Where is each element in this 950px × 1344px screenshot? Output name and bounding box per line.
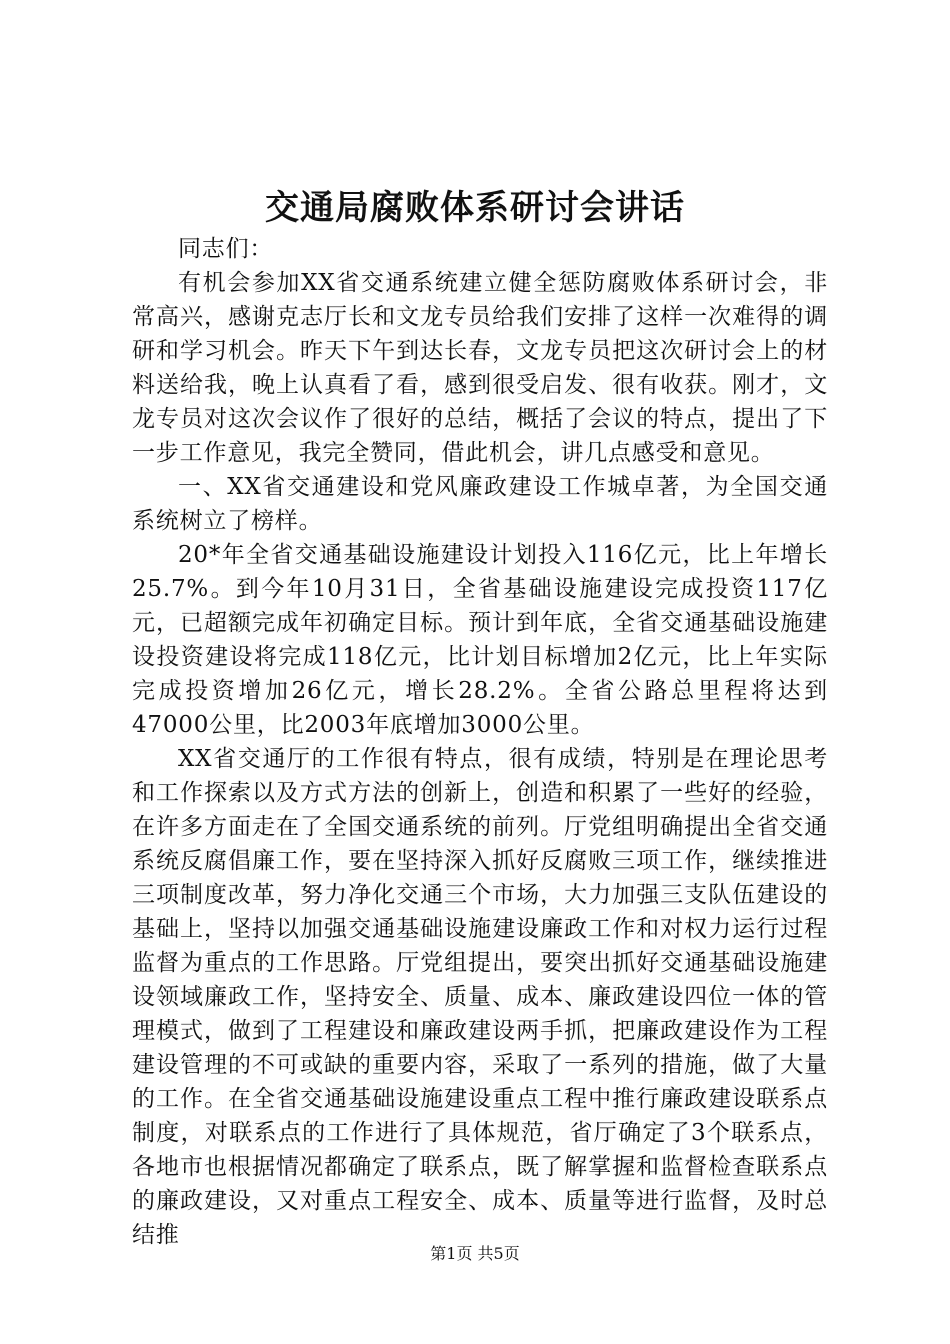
paragraph-achievements: XX省交通厅的工作很有特点，很有成绩，特别是在理论思考和工作探索以及方式方法的创新上，创造和积累了一些好的经验，在许多方面走在了全国交通系统的前列。厅党组明确提出全省交通系统反腐倡廉工作，要在坚持深入抓好反腐败三项工作，继续推进三项制度改革，努力净化交通三个市场，大力加强三支队伍建设的基础上，坚持以加强交通基础设施建设廉政工作和对权力运行过程监督为重点的工作思路。厅党组提出，要突出抓好交通基础设施建设领域廉政工作，坚持安全、质量、成本、廉政建设四位一体的管理模式，做到了工程建设和廉政建设两手抓，把廉政建设作为工程建设管理的不可或缺的重要内容，采取了一系列的措施，做了大量的工作。在全省交通基础设施建设重点工程中推行廉政建设联系点制度，对联系点的工作进行了具体规范，省厅确定了3个联系点，各地市也根据情况都确定了联系点，既了解掌握和监督检查联系点的廉政建设，又对重点工程安全、成本、质量等进行监督，及时总结推 [132, 746, 828, 1248]
document-title: 交通局腐败体系研讨会讲话 [265, 188, 685, 228]
page-footer: 第1页 共5页 [430, 1244, 520, 1263]
paragraph-opening: 有机会参加XX省交通系统建立健全惩防腐败体系研讨会，非常高兴，感谢克志厅长和文龙专员给我们安排了这样一次难得的调研和学习机会。昨天下午到达长春，文龙专员把这次研讨会上的材料送给我，晚上认真看了看，感到很受启发、很有收获。刚才，文龙专员对这次会议作了很好的总结，概括了会议的特点，提出了下一步工作意见，我完全赞同，借此机会，讲几点感受和意见。 [132, 270, 828, 466]
paragraph-salutation: 同志们： [178, 236, 274, 262]
paragraph-statistics: 20*年全省交通基础设施建设计划投入116亿元，比上年增长25.7%。到今年10月31日，全省基础设施建设完成投资117亿元，已超额完成年初确定目标。预计到年底，全省交通基础设施建设投资建设将完成118亿元，比计划目标增加2亿元，比上年实际完成投资增加26亿元，增长28.2%。全省公路总里程将达到47000公里，比2003年底增加3000公里。 [132, 542, 828, 738]
document-body [132, 232, 828, 1252]
paragraph-section-heading: 一、XX省交通建设和党风廉政建设工作城卓著，为全国交通系统树立了榜样。 [132, 474, 828, 534]
